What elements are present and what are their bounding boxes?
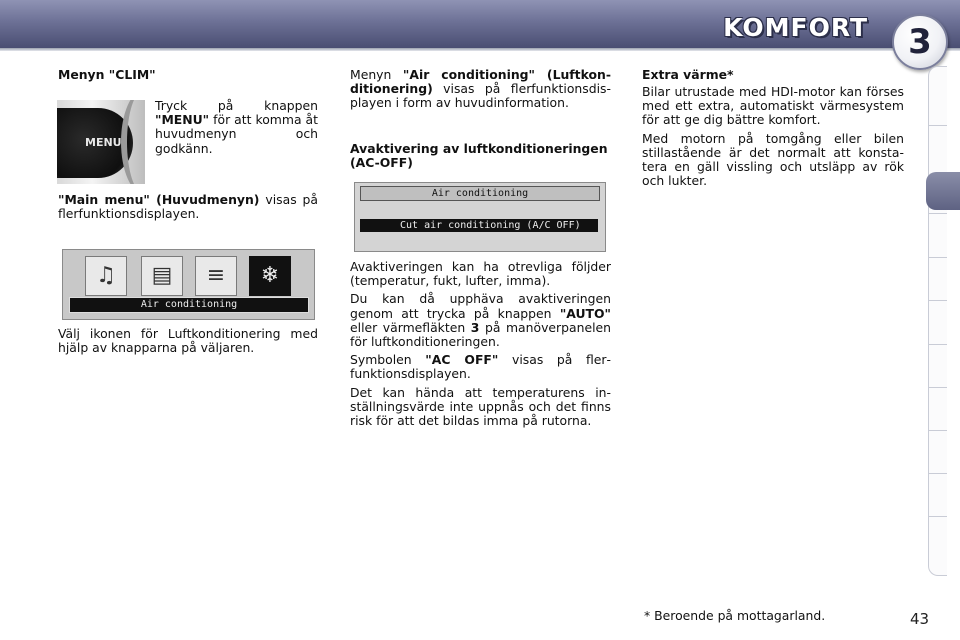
clim-menu-heading: Menyn "CLIM" <box>58 67 156 82</box>
extra-heat-heading: Extra värme* <box>642 67 734 82</box>
chapter-title: KOMFORT <box>723 13 868 42</box>
rail-divider <box>929 300 947 301</box>
rail-divider <box>929 344 947 345</box>
text-run: eller värmefläkten <box>350 319 471 335</box>
fan-number: 3 <box>470 319 480 335</box>
extra-heat-description: Bilar utrustade med HDI-motor kan förses med ett extra, automatiskt värmesystem för att ge dig bättre komfort. <box>642 84 904 128</box>
main-menu-term: "Main menu" (Huvudmenyn) <box>58 192 260 207</box>
air-conditioning-icon: ❄ <box>249 256 291 296</box>
fogging-warning: Det kan hända att temperaturens inställningsvärde inte uppnås och det finns risk för att det bildas imma på rutorna. <box>350 384 611 429</box>
menu-button-label: MENU <box>85 136 122 149</box>
text-run: för att komma åt huvudmenyn och godkänn. <box>155 112 318 156</box>
audio-icon: ♫ <box>85 256 127 296</box>
text-run: Symbolen <box>350 352 426 368</box>
ac-off-menu-item: Cut air conditioning (A/C OFF) <box>360 219 598 232</box>
override-note <box>350 292 611 349</box>
text-run: Menyn <box>350 67 403 82</box>
select-icon-text: Välj ikonen för Luftkonditionering med hjälp av knapparna på väljaren. <box>58 326 318 356</box>
main-menu-display <box>62 249 315 320</box>
auto-key-name: "AUTO" <box>559 305 611 321</box>
menu-key-name: "MENU" <box>155 112 210 128</box>
ac-off-symbol: "AC OFF" <box>425 352 499 368</box>
rail-divider <box>929 473 947 474</box>
menu-button-ring <box>121 100 145 184</box>
text-run: Tryck på knappen <box>155 98 318 113</box>
rail-divider <box>929 125 947 126</box>
header-divider <box>0 48 960 51</box>
rail-divider <box>929 387 947 388</box>
text-run: på manöverpanelen för luftkonditioneringen. <box>350 319 611 350</box>
settings-sliders-icon: ≡ <box>195 256 237 296</box>
rail-divider <box>929 430 947 431</box>
ac-off-heading: Avaktivering av luftkonditioneringen (AC-OFF) <box>350 141 608 171</box>
ac-display-title: Air conditioning <box>360 186 600 201</box>
display-selection-bar: Air conditioning <box>69 297 309 313</box>
extra-heat-idle-note: Med motorn på tomgång eller bilen stillastående är det normalt att konstatera en gäll vissling och utsläpp av rök och lukter. <box>642 130 904 189</box>
extra-heat-body <box>642 85 904 188</box>
footnote: * Beroende på mottagarland. <box>644 608 826 623</box>
ac-off-body <box>350 260 611 428</box>
rail-divider <box>929 257 947 258</box>
rail-divider <box>929 213 947 214</box>
page-number: 43 <box>910 610 930 628</box>
rail-divider <box>929 516 947 517</box>
ac-menu-term: "Air conditioning" (Luftkonditionering) <box>350 67 611 97</box>
press-menu-text <box>155 99 318 156</box>
menu-button-photo <box>57 100 145 184</box>
ac-off-symbol-note <box>350 353 611 381</box>
deactivation-note: Avaktiveringen kan ha otrevliga följder (temperatur, fukt, lufter, imma). <box>350 259 611 289</box>
text-run: visas på flerfunktionsdisplayen i form av huvudinformation. <box>350 81 611 111</box>
text-run: visas på flerfunktionsdisplayen. <box>350 352 612 382</box>
chapter-tab-active[interactable] <box>926 172 960 210</box>
text-run: Du kan då upphäva avaktiveringen genom att trycka på knappen <box>350 291 611 321</box>
main-menu-text <box>58 193 318 221</box>
chapter-tab-rail <box>928 66 947 576</box>
trip-computer-icon: ▤ <box>141 256 183 296</box>
text-run: visas på flerfunktionsdisplayen. <box>58 192 318 222</box>
chapter-number-badge: 3 <box>892 14 948 70</box>
ac-display <box>354 182 606 252</box>
ac-menu-intro <box>350 68 611 111</box>
